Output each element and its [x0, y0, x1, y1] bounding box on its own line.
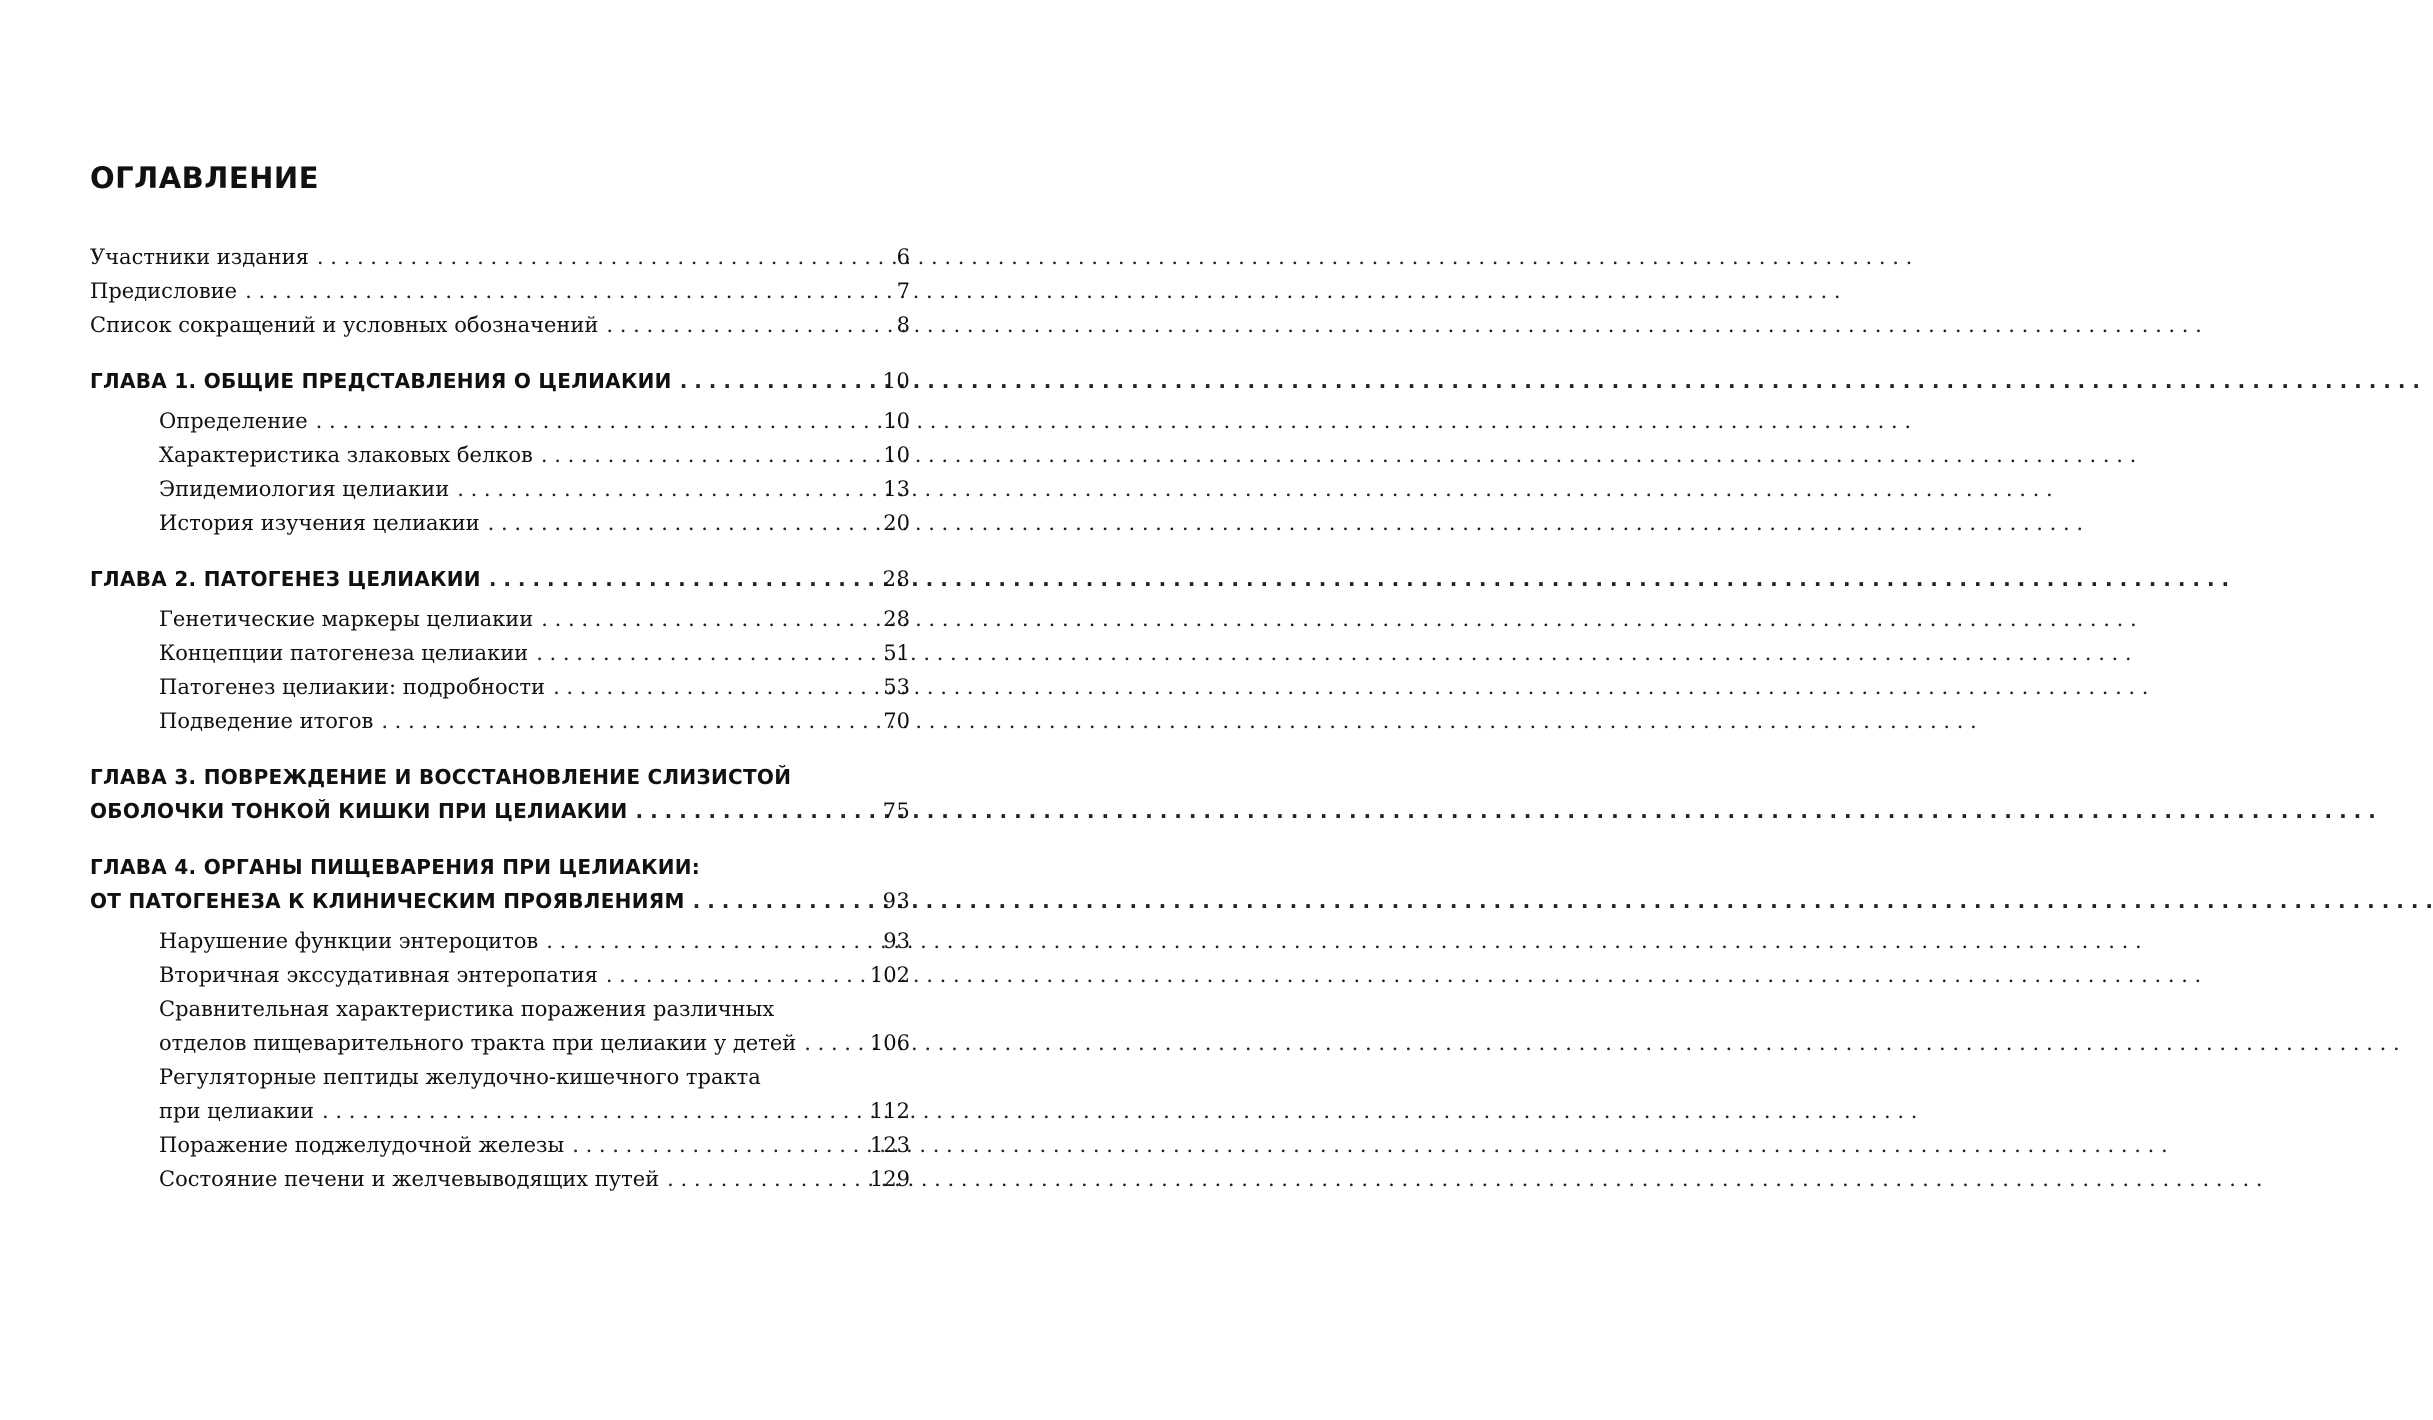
- chapter-entry[interactable]: [90, 364, 910, 398]
- toc-page-number: 102: [869, 963, 910, 987]
- toc-page-number: 10: [882, 369, 910, 393]
- toc-page-number: 112: [869, 1099, 910, 1123]
- dot-leader: [553, 670, 875, 704]
- dot-leader: [606, 958, 862, 992]
- section-entry[interactable]: [90, 506, 910, 540]
- chapter-heading: [90, 562, 910, 596]
- toc-entry-label: ГЛАВА 4. ОРГАНЫ ПИЩЕВАРЕНИЯ ПРИ ЦЕЛИАКИИ:: [90, 855, 701, 879]
- toc-entry-label: Патогенез целиакии: подробности: [159, 675, 546, 699]
- toc-page-number: 13: [883, 477, 910, 501]
- spacer: [90, 342, 910, 364]
- toc-page-number: 93: [882, 889, 910, 913]
- toc-page-number: 70: [883, 709, 910, 733]
- toc-page-number: 8: [896, 313, 910, 337]
- toc-page-number: 10: [883, 409, 910, 433]
- chapter-entry[interactable]: [90, 850, 910, 918]
- dot-leader: [536, 636, 875, 670]
- toc-line: [90, 1128, 910, 1162]
- chapter-sections: [90, 404, 910, 540]
- toc-entry-label: Характеристика злаковых белков: [159, 443, 533, 467]
- section-entry[interactable]: [90, 992, 910, 1060]
- toc-line: [90, 704, 910, 738]
- toc-entry-label: ОБОЛОЧКИ ТОНКОЙ КИШКИ ПРИ ЦЕЛИАКИИ: [90, 799, 628, 823]
- toc-page-number: 6: [896, 245, 910, 269]
- chapter-sections: [90, 924, 910, 1196]
- toc-line: [90, 562, 910, 596]
- toc-entry-label: Подведение итогов: [159, 709, 374, 733]
- dot-leader: [489, 562, 875, 596]
- toc-line: [90, 308, 910, 342]
- chapter-heading: [90, 364, 910, 398]
- chapter-entry[interactable]: [90, 562, 910, 596]
- section-entry[interactable]: [90, 438, 910, 472]
- toc-page-number: 20: [883, 511, 910, 535]
- dot-leader: [322, 1094, 862, 1128]
- page-title: ОГЛАВЛЕНИЕ: [90, 161, 320, 195]
- toc-page-number: 10: [883, 443, 910, 467]
- dot-leader: [693, 884, 875, 918]
- toc-entry-label: Вторичная экссудативная энтеропатия: [159, 963, 598, 987]
- dot-leader: [680, 364, 875, 398]
- section-entry[interactable]: [90, 1128, 910, 1162]
- toc-entry-label: Предисловие: [90, 279, 238, 303]
- toc-entry-label: Нарушение функции энтероцитов: [159, 929, 539, 953]
- dot-leader: [546, 924, 875, 958]
- section-entry[interactable]: [90, 602, 910, 636]
- dot-leader: [245, 274, 889, 308]
- toc-entry-label: Участники издания: [90, 245, 309, 269]
- toc-entry-label: Поражение поджелудочной железы: [159, 1133, 565, 1157]
- spacer: [90, 738, 910, 760]
- dot-leader: [457, 472, 875, 506]
- toc-line: [90, 438, 910, 472]
- spacer: [90, 540, 910, 562]
- front-matter: [90, 240, 910, 342]
- dot-leader: [572, 1128, 862, 1162]
- toc-entry-label: Регуляторные пептиды желудочно-кишечного тракта: [159, 1065, 761, 1089]
- toc-entry[interactable]: [90, 308, 910, 342]
- toc-line: [90, 506, 910, 540]
- dot-leader: [316, 404, 876, 438]
- dot-leader: [317, 240, 889, 274]
- table-of-contents: [90, 240, 910, 1196]
- section-entry[interactable]: [90, 704, 910, 738]
- toc-line: [90, 636, 910, 670]
- toc-line: [90, 472, 910, 506]
- toc-line: [90, 1162, 910, 1196]
- section-entry[interactable]: [90, 670, 910, 704]
- section-entry[interactable]: [90, 1060, 910, 1128]
- toc-entry[interactable]: [90, 274, 910, 308]
- toc-page-number: 51: [883, 641, 910, 665]
- toc-page-number: 129: [869, 1167, 910, 1191]
- toc-line: [90, 794, 910, 828]
- toc-line: [90, 1026, 910, 1060]
- chapter-entry[interactable]: [90, 760, 910, 828]
- toc-line: [90, 1094, 910, 1128]
- toc-line: [90, 274, 910, 308]
- toc-line: [90, 670, 910, 704]
- dot-leader: [541, 602, 875, 636]
- dot-leader: [606, 308, 888, 342]
- dot-leader: [804, 1026, 862, 1060]
- toc-entry-label: Генетические маркеры целиакии: [159, 607, 534, 631]
- toc-line: [90, 884, 910, 918]
- toc-line: [90, 958, 910, 992]
- toc-line: [90, 602, 910, 636]
- toc-entry-label: Определение: [159, 409, 308, 433]
- dot-leader: [636, 794, 875, 828]
- toc-entry-label: История изучения целиакии: [159, 511, 480, 535]
- toc-entry-label: ОТ ПАТОГЕНЕЗА К КЛИНИЧЕСКИМ ПРОЯВЛЕНИЯМ: [90, 889, 685, 913]
- chapter-heading: [90, 850, 910, 918]
- dot-leader: [541, 438, 875, 472]
- toc-page-number: 93: [883, 929, 910, 953]
- toc-entry-label: ГЛАВА 2. ПАТОГЕНЕЗ ЦЕЛИАКИИ: [90, 567, 481, 591]
- dot-leader: [381, 704, 875, 738]
- toc-page-number: 53: [883, 675, 910, 699]
- toc-page-number: 28: [883, 607, 910, 631]
- toc-entry-label: при целиакии: [159, 1099, 315, 1123]
- toc-page-number: 7: [896, 279, 910, 303]
- toc-entry-label: Состояние печени и желчевыводящих путей: [159, 1167, 660, 1191]
- section-entry[interactable]: [90, 958, 910, 992]
- toc-page-number: 28: [882, 567, 910, 591]
- toc-entry-label: отделов пищеварительного тракта при целиакии у детей: [159, 1031, 797, 1055]
- spacer: [90, 828, 910, 850]
- toc-entry-label: Эпидемиология целиакии: [159, 477, 450, 501]
- toc-page-number: 123: [869, 1133, 910, 1157]
- toc-entry[interactable]: [90, 240, 910, 274]
- toc-line: [90, 924, 910, 958]
- section-entry[interactable]: [90, 404, 910, 438]
- toc-line: [90, 240, 910, 274]
- chapter-heading: [90, 760, 910, 828]
- dot-leader: [667, 1162, 862, 1196]
- toc-line: [90, 364, 910, 398]
- toc-entry-label: Список сокращений и условных обозначений: [90, 313, 599, 337]
- toc-page-number: 106: [869, 1031, 910, 1055]
- dot-leader: [488, 506, 876, 540]
- section-entry[interactable]: [90, 1162, 910, 1196]
- section-entry[interactable]: [90, 472, 910, 506]
- chapter-sections: [90, 602, 910, 738]
- toc-line: [90, 404, 910, 438]
- toc-entry-label: ГЛАВА 3. ПОВРЕЖДЕНИЕ И ВОССТАНОВЛЕНИЕ СЛИЗИСТОЙ: [90, 765, 792, 789]
- toc-entry-label: ГЛАВА 1. ОБЩИЕ ПРЕДСТАВЛЕНИЯ О ЦЕЛИАКИИ: [90, 369, 672, 393]
- toc-entry-label: Концепции патогенеза целиакии: [159, 641, 529, 665]
- toc-page-number: 75: [882, 799, 910, 823]
- toc-entry-label: Сравнительная характеристика поражения различных: [159, 997, 775, 1021]
- section-entry[interactable]: [90, 636, 910, 670]
- section-entry[interactable]: [90, 924, 910, 958]
